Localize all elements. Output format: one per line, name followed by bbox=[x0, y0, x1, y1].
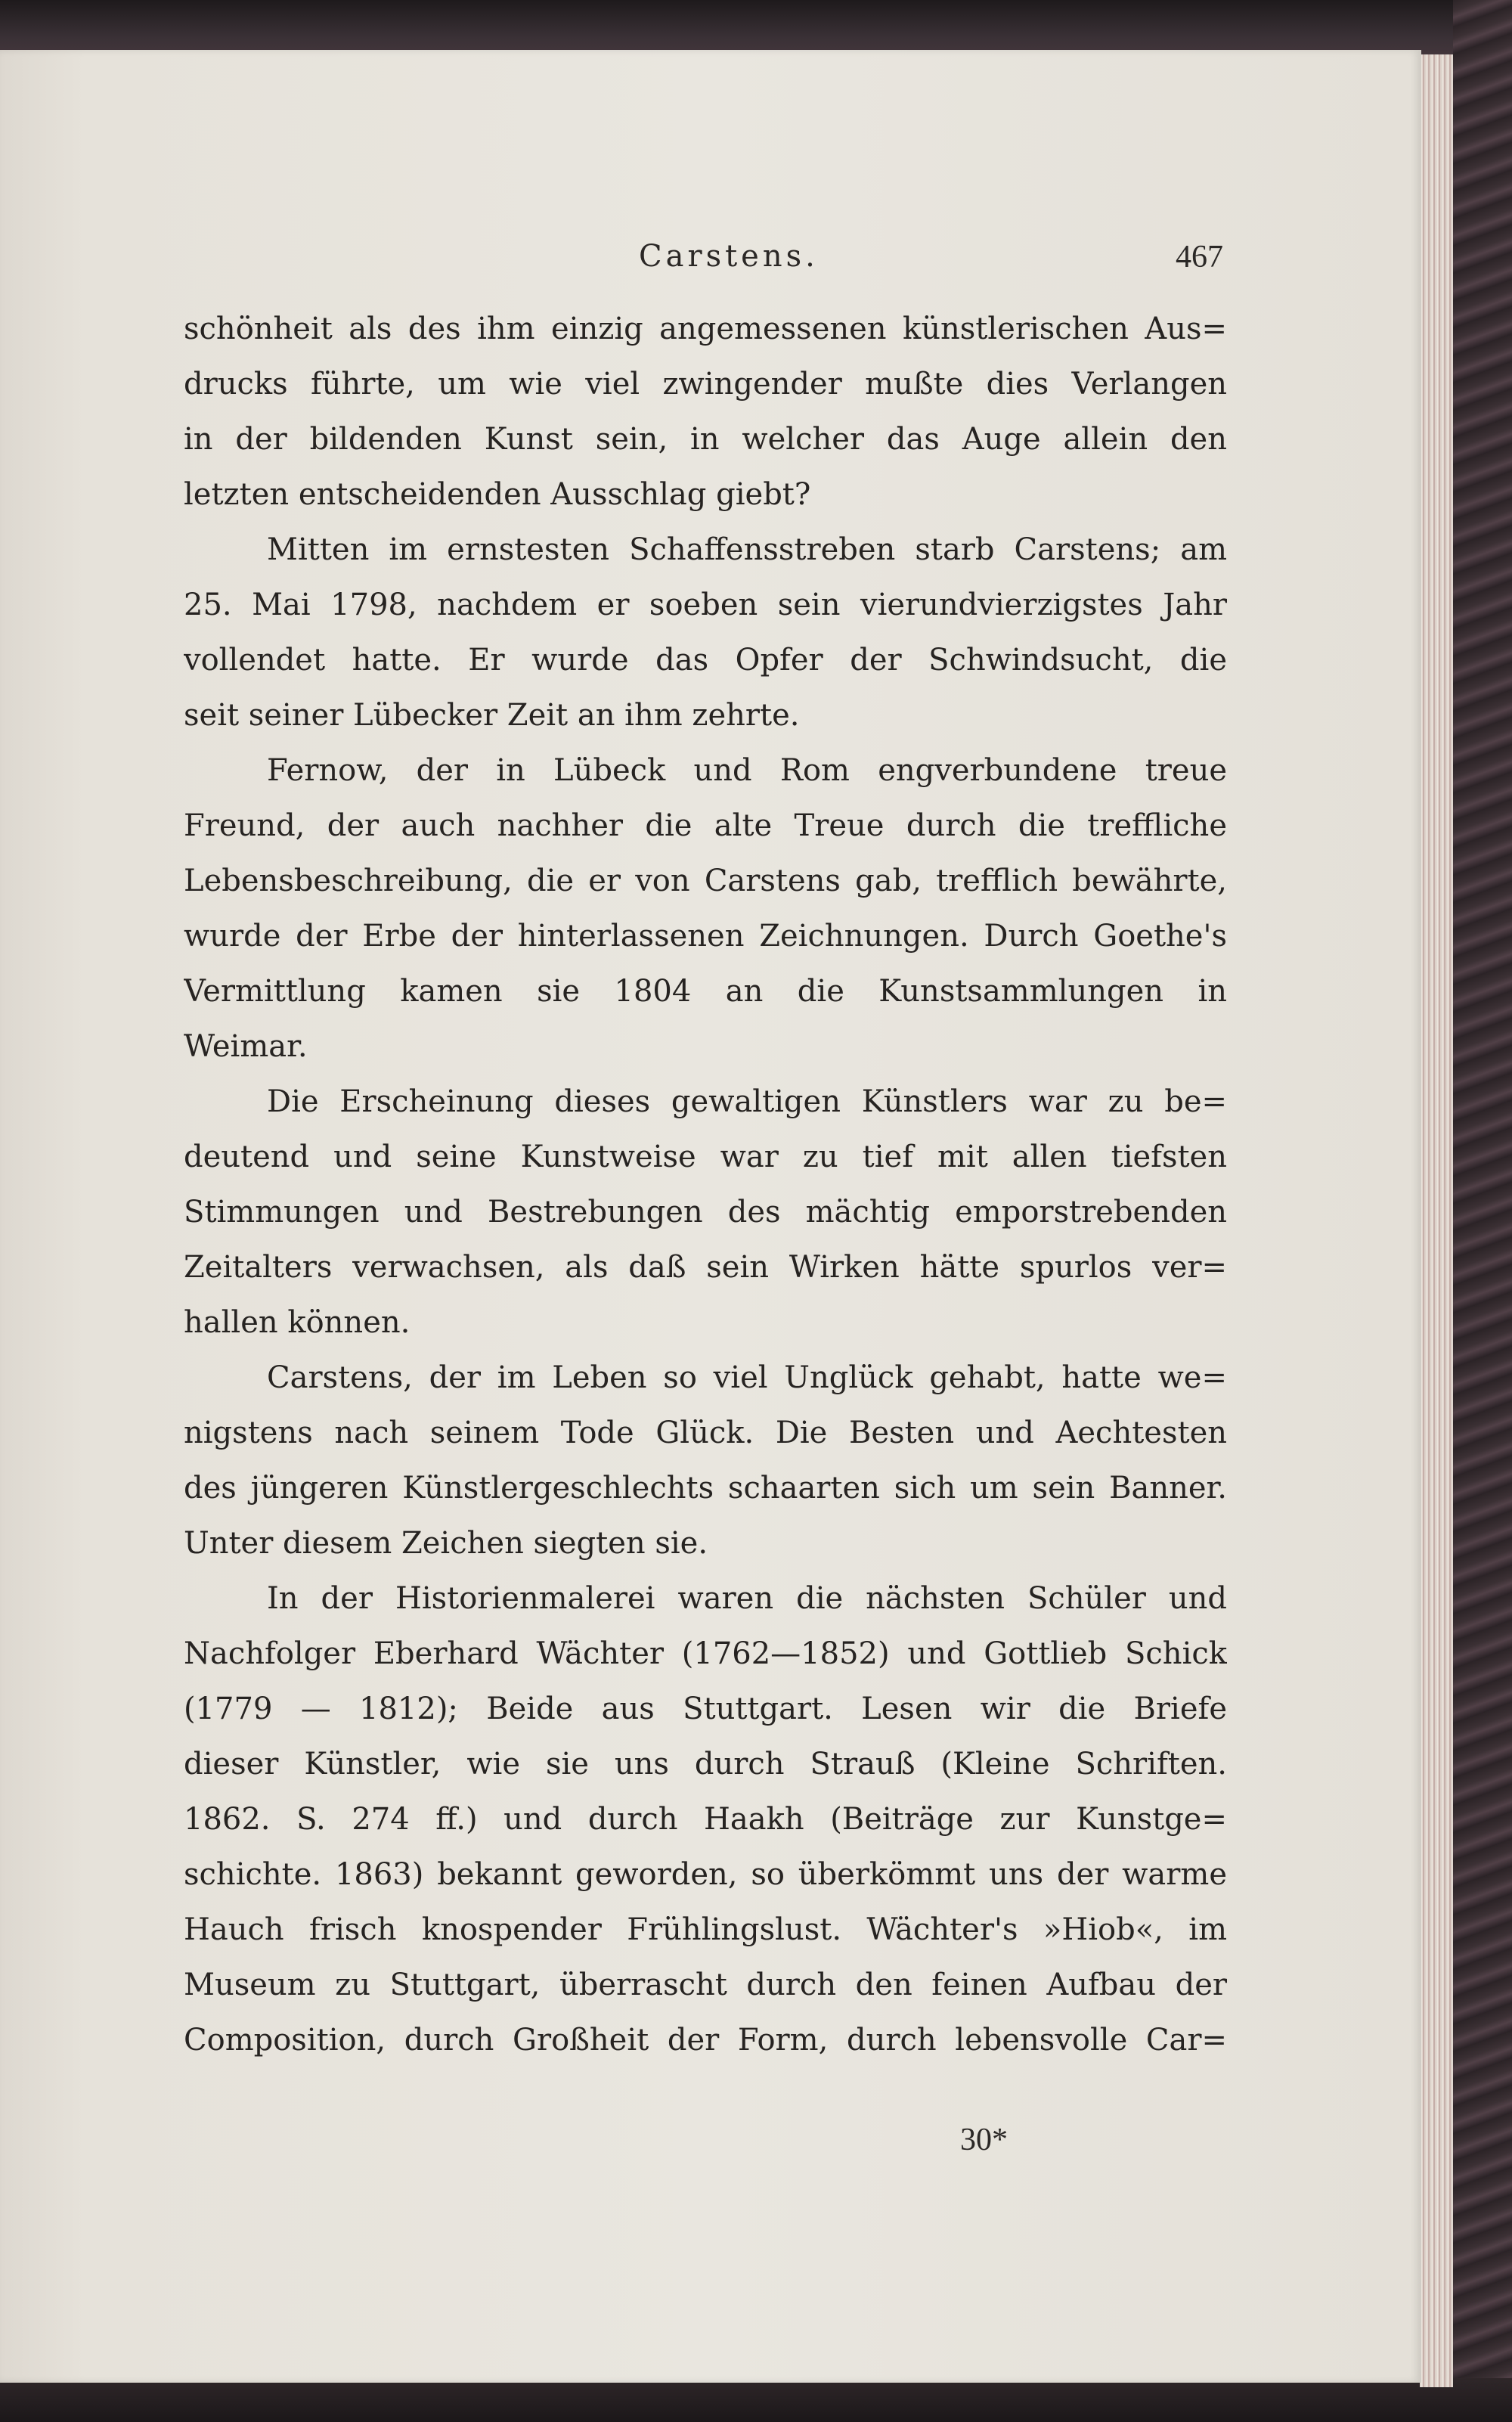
text-line: hallen können. bbox=[184, 1305, 411, 1340]
text-line: wurde der Erbe der hinterlassenen Zeichnungen. Durch Goethe's bbox=[184, 919, 1227, 954]
text-line: Die Erscheinung dieses gewaltigen Künstlers war zu be= bbox=[267, 1084, 1227, 1119]
page-number: 467 bbox=[1176, 240, 1223, 274]
text-line: Zeitalters verwachsen, als daß sein Wirken hätte spurlos ver= bbox=[184, 1250, 1227, 1285]
text-line: (1779 — 1812); Beide aus Stuttgart. Lesen wir die Briefe bbox=[184, 1692, 1227, 1726]
text-line: seit seiner Lübecker Zeit an ihm zehrte. bbox=[184, 698, 800, 733]
running-head: Carstens. bbox=[639, 239, 819, 274]
text-line: nigstens nach seinem Tode Glück. Die Besten und Aechtesten bbox=[184, 1416, 1227, 1450]
text-line: Weimar. bbox=[184, 1029, 308, 1064]
signature-mark: 30* bbox=[960, 2123, 1008, 2157]
text-line: Freund, der auch nachher die alte Treue durch die treffliche bbox=[184, 808, 1227, 843]
text-line: Vermittlung kamen sie 1804 an die Kunstsammlungen in bbox=[184, 974, 1227, 1009]
text-line: Carstens, der im Leben so viel Unglück gehabt, hatte we= bbox=[267, 1360, 1227, 1395]
book-spine-edge bbox=[1453, 0, 1512, 2422]
text-line: des jüngeren Künstlergeschlechts schaarten sich um sein Banner. bbox=[184, 1471, 1227, 1506]
text-line: Composition, durch Großheit der Form, durch lebensvolle Car= bbox=[184, 2023, 1227, 2058]
book-page bbox=[0, 50, 1421, 2383]
body-text bbox=[184, 302, 1227, 2068]
text-line: in der bildenden Kunst sein, in welcher das Auge allein den bbox=[184, 422, 1227, 457]
text-line: schichte. 1863) bekannt geworden, so überkömmt uns der warme bbox=[184, 1857, 1227, 1892]
text-line: schönheit als des ihm einzig angemessenen künstlerischen Aus= bbox=[184, 312, 1227, 346]
text-line: Mitten im ernstesten Schaffensstreben starb Carstens; am bbox=[267, 532, 1227, 567]
text-line: Fernow, der in Lübeck und Rom engverbundene treue bbox=[267, 753, 1227, 788]
page-header bbox=[0, 239, 1421, 299]
book-cover-bottom bbox=[0, 2378, 1512, 2422]
text-line: Lebensbeschreibung, die er von Carstens gab, trefflich bewährte, bbox=[184, 864, 1227, 898]
text-line: deutend und seine Kunstweise war zu tief mit allen tiefsten bbox=[184, 1140, 1227, 1174]
text-line: Stimmungen und Bestrebungen des mächtig emporstrebenden bbox=[184, 1195, 1227, 1230]
text-line: 25. Mai 1798, nachdem er soeben sein vierundvierzigstes Jahr bbox=[184, 588, 1227, 622]
text-line: drucks führte, um wie viel zwingender mußte dies Verlangen bbox=[184, 367, 1227, 402]
text-line: vollendet hatte. Er wurde das Opfer der Schwindsucht, die bbox=[184, 643, 1227, 678]
text-line: Museum zu Stuttgart, überrascht durch den feinen Aufbau der bbox=[184, 1968, 1227, 2002]
page-edges bbox=[1420, 54, 1453, 2387]
text-line: In der Historienmalerei waren die nächsten Schüler und bbox=[267, 1581, 1227, 1616]
text-line: 1862. S. 274 ff.) und durch Haakh (Beiträge zur Kunstge= bbox=[184, 1802, 1227, 1837]
text-line: letzten entscheidenden Ausschlag giebt? bbox=[184, 477, 811, 512]
text-line: Nachfolger Eberhard Wächter (1762—1852) und Gottlieb Schick bbox=[184, 1636, 1227, 1671]
text-line: Unter diesem Zeichen siegten sie. bbox=[184, 1526, 708, 1561]
text-line: dieser Künstler, wie sie uns durch Strauß (Kleine Schriften. bbox=[184, 1747, 1227, 1782]
text-line: Hauch frisch knospender Frühlingslust. Wächter's »Hiob«, im bbox=[184, 1912, 1227, 1947]
